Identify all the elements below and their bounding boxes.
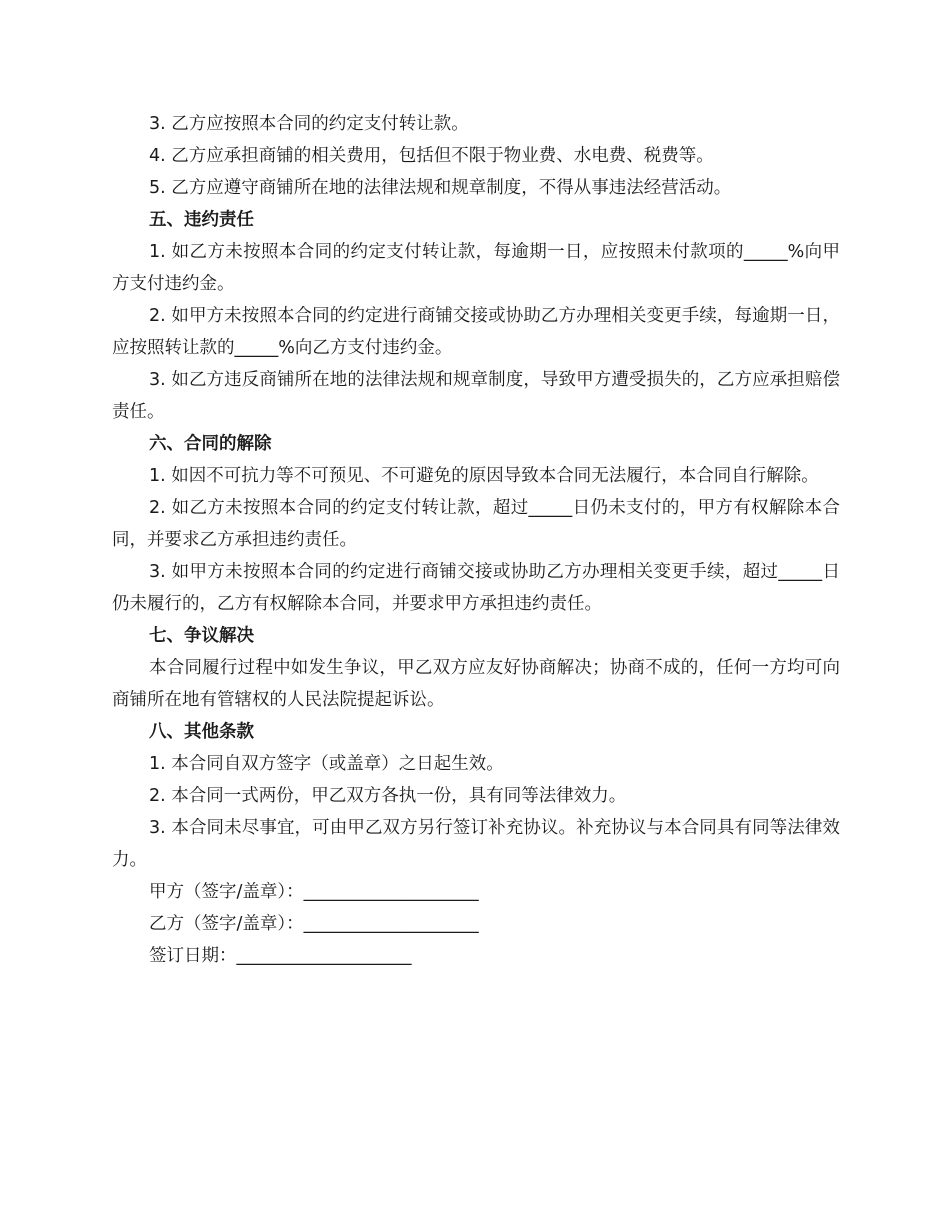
contract-page — [112, 108, 840, 972]
clause-6-1: 1. 如因不可抗力等不可预见、不可避免的原因导致本合同无法履行，本合同自行解除。 — [149, 466, 819, 486]
clause-4-5: 5. 乙方应遵守商铺所在地的法律法规和规章制度，不得从事违法经营活动。 — [149, 178, 732, 198]
clause-5-1: 1. 如乙方未按照本合同的约定支付转让款，每逾期一日，应按照未付款项的_____%向甲方支付违约金。 — [112, 242, 840, 294]
clause-5-2: 2. 如甲方未按照本合同的约定进行商铺交接或协助乙方办理相关变更手续，每逾期一日，应按照转让款的_____%向乙方支付违约金。 — [112, 306, 840, 358]
clause-8-2: 2. 本合同一式两份，甲乙双方各执一份，具有同等法律效力。 — [149, 786, 627, 806]
clause-6-3: 3. 如甲方未按照本合同的约定进行商铺交接或协助乙方办理相关变更手续，超过_____日仍未履行的，乙方有权解除本合同，并要求甲方承担违约责任。 — [112, 562, 840, 614]
signature-date: 签订日期：____________________ — [149, 946, 412, 966]
clause-5-3: 3. 如乙方违反商铺所在地的法律法规和规章制度，导致甲方遭受损失的，乙方应承担赔偿责任。 — [112, 370, 840, 422]
clause-4-4: 4. 乙方应承担商铺的相关费用，包括但不限于物业费、水电费、税费等。 — [149, 146, 714, 166]
signature-party-b: 乙方（签字/盖章）：____________________ — [149, 914, 479, 934]
clause-4-3: 3. 乙方应按照本合同的约定支付转让款。 — [149, 114, 469, 134]
clause-6-2: 2. 如乙方未按照本合同的约定支付转让款，超过_____日仍未支付的，甲方有权解除本合同，并要求乙方承担违约责任。 — [112, 498, 840, 550]
section-8-heading: 八、其他条款 — [149, 722, 254, 742]
clause-7-1: 本合同履行过程中如发生争议，甲乙双方应友好协商解决；协商不成的，任何一方均可向商铺所在地有管辖权的人民法院提起诉讼。 — [112, 658, 840, 710]
section-5-heading: 五、违约责任 — [149, 210, 254, 230]
clause-8-1: 1. 本合同自双方签字（或盖章）之日起生效。 — [149, 754, 504, 774]
section-7-heading: 七、争议解决 — [149, 626, 254, 646]
section-6-heading: 六、合同的解除 — [149, 434, 272, 454]
clause-8-3: 3. 本合同未尽事宜，可由甲乙双方另行签订补充协议。补充协议与本合同具有同等法律效力。 — [112, 818, 840, 870]
signature-party-a: 甲方（签字/盖章）：____________________ — [149, 882, 479, 902]
